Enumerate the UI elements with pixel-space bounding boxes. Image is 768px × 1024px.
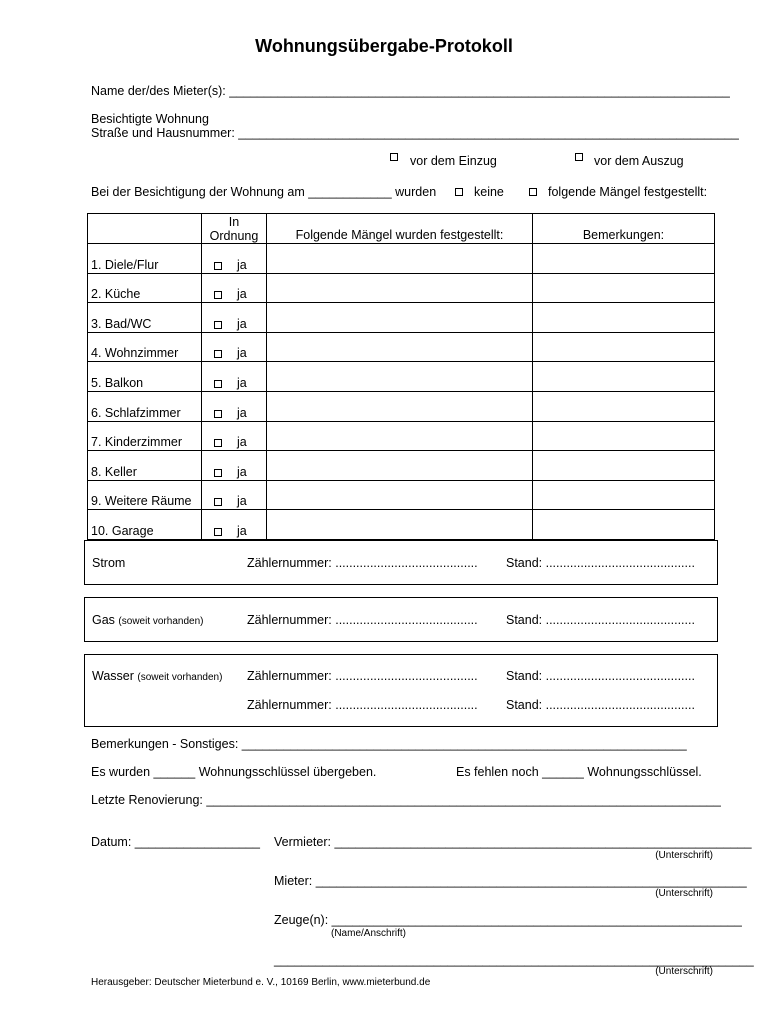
table-row — [88, 273, 715, 303]
table-row — [88, 303, 715, 333]
water-meter-number-2[interactable]: Zählernummer: ......................................... — [247, 698, 478, 712]
gas-label-group — [92, 613, 203, 627]
room-defects-cell[interactable] — [267, 480, 533, 510]
header-defects: Folgende Mängel wurden festgestellt: — [267, 214, 533, 244]
room-name: 10. Garage — [88, 510, 202, 540]
room-ok-cell — [202, 391, 267, 421]
room-ok-checkbox[interactable] — [214, 380, 222, 388]
table-row — [88, 391, 715, 421]
room-name: 7. Kinderzimmer — [88, 421, 202, 451]
room-ok-checkbox[interactable] — [214, 262, 222, 270]
remarks-field[interactable] — [91, 737, 687, 751]
room-remarks-cell[interactable] — [533, 273, 715, 303]
witness-name-caption: (Name/Anschrift) — [331, 928, 407, 939]
room-defects-cell[interactable] — [267, 510, 533, 540]
gas-meter-box — [84, 597, 718, 642]
room-defects-cell[interactable] — [267, 362, 533, 392]
room-ok-label: ja — [237, 464, 247, 479]
room-ok-cell — [202, 510, 267, 540]
room-ok-checkbox[interactable] — [214, 321, 222, 329]
flat-label: Besichtigte Wohnung — [91, 112, 209, 126]
electricity-meter-box — [84, 540, 718, 585]
move-out-checkbox[interactable] — [575, 153, 583, 161]
remarks-label: Bemerkungen - Sonstiges: — [91, 737, 242, 751]
room-ok-cell — [202, 332, 267, 362]
landlord-field[interactable] — [274, 835, 752, 849]
room-ok-label: ja — [237, 523, 247, 538]
water-label: Wasser — [92, 669, 134, 683]
room-ok-label: ja — [237, 405, 247, 420]
room-ok-cell — [202, 244, 267, 274]
room-defects-cell[interactable] — [267, 303, 533, 333]
header-remarks: Bemerkungen: — [533, 214, 715, 244]
table-row — [88, 480, 715, 510]
witness-signature-line[interactable]: _____________________________________________________________________ — [274, 953, 754, 967]
room-remarks-cell[interactable] — [533, 332, 715, 362]
room-defects-cell[interactable] — [267, 332, 533, 362]
room-remarks-cell[interactable] — [533, 362, 715, 392]
room-remarks-cell[interactable] — [533, 303, 715, 333]
gas-note: (soweit vorhanden) — [118, 616, 204, 627]
electricity-meter-number[interactable]: Zählernummer: ......................................... — [247, 556, 478, 570]
room-ok-cell — [202, 480, 267, 510]
street-field[interactable] — [91, 126, 739, 140]
room-remarks-cell[interactable] — [533, 451, 715, 481]
landlord-line: ____________________________________________________________ — [334, 835, 752, 849]
room-ok-label: ja — [237, 316, 247, 331]
room-name: 8. Keller — [88, 451, 202, 481]
room-defects-cell[interactable] — [267, 273, 533, 303]
room-inspection-table — [87, 213, 715, 540]
room-name: 9. Weitere Räume — [88, 480, 202, 510]
landlord-label: Vermieter: — [274, 835, 335, 849]
defects-found-label: folgende Mängel festgestellt: — [548, 185, 708, 199]
water-reading-1[interactable]: Stand: ........................................... — [506, 669, 695, 683]
tenant-line: ______________________________________________________________ — [315, 874, 747, 888]
room-ok-label: ja — [237, 346, 247, 361]
room-ok-cell — [202, 273, 267, 303]
room-ok-label: ja — [237, 435, 247, 450]
water-label-group — [92, 669, 222, 683]
room-ok-checkbox[interactable] — [214, 528, 222, 536]
room-name: 2. Küche — [88, 273, 202, 303]
room-remarks-cell[interactable] — [533, 391, 715, 421]
room-remarks-cell[interactable] — [533, 510, 715, 540]
room-ok-label: ja — [237, 375, 247, 390]
remarks-line: ________________________________________________________________ — [241, 737, 687, 751]
table-row — [88, 451, 715, 481]
room-ok-checkbox[interactable] — [214, 350, 222, 358]
witness-signature-caption: (Unterschrift) — [655, 966, 713, 977]
inspection-sentence: Bei der Besichtigung der Wohnung am ____________ wurden — [91, 185, 437, 199]
header-ok: In Ordnung — [202, 214, 267, 244]
move-out-label: vor dem Auszug — [594, 154, 684, 168]
gas-reading[interactable]: Stand: ........................................... — [506, 613, 695, 627]
landlord-signature-caption: (Unterschrift) — [655, 850, 713, 861]
tenant-signature-caption: (Unterschrift) — [655, 888, 713, 899]
electricity-label: Strom — [92, 556, 126, 570]
room-ok-cell — [202, 303, 267, 333]
witness-field[interactable] — [274, 913, 742, 927]
room-defects-cell[interactable] — [267, 421, 533, 451]
gas-meter-number[interactable]: Zählernummer: ......................................... — [247, 613, 478, 627]
room-name: 4. Wohnzimmer — [88, 332, 202, 362]
street-line: ________________________________________________________________________ — [238, 126, 739, 140]
table-row — [88, 510, 715, 540]
room-ok-cell — [202, 421, 267, 451]
water-note: (soweit vorhanden) — [137, 672, 223, 683]
gas-label: Gas — [92, 613, 115, 627]
tenant-name-field[interactable] — [91, 84, 730, 98]
table-row — [88, 244, 715, 274]
keys-handed-field[interactable]: Es wurden ______ Wohnungsschlüssel übergeben. — [91, 765, 377, 779]
room-ok-checkbox[interactable] — [214, 498, 222, 506]
publisher-footer: Herausgeber: Deutscher Mieterbund e. V., 10169 Berlin, www.mieterbund.de — [91, 977, 431, 988]
renovation-line: __________________________________________________________________________ — [206, 793, 721, 807]
room-remarks-cell[interactable] — [533, 480, 715, 510]
room-ok-label: ja — [237, 287, 247, 302]
water-meter-number-1[interactable]: Zählernummer: ......................................... — [247, 669, 478, 683]
room-ok-label: ja — [237, 494, 247, 509]
room-ok-label: ja — [237, 257, 247, 272]
header-room — [88, 214, 202, 244]
water-reading-2[interactable]: Stand: ........................................... — [506, 698, 695, 712]
table-row — [88, 332, 715, 362]
room-defects-cell[interactable] — [267, 244, 533, 274]
room-name: 3. Bad/WC — [88, 303, 202, 333]
tenant-name-line: ________________________________________________________________________ — [229, 84, 730, 98]
tenant-signature-field[interactable] — [274, 874, 747, 888]
room-ok-cell — [202, 451, 267, 481]
room-name: 6. Schlafzimmer — [88, 391, 202, 421]
witness-line: ___________________________________________________________ — [331, 913, 742, 927]
renovation-label: Letzte Renovierung: — [91, 793, 207, 807]
witness-label: Zeuge(n): — [274, 913, 332, 927]
keys-missing-field[interactable]: Es fehlen noch ______ Wohnungsschlüssel. — [456, 765, 702, 779]
electricity-reading[interactable]: Stand: ........................................... — [506, 556, 695, 570]
defects-found-checkbox[interactable] — [529, 188, 537, 196]
water-meter-box — [84, 654, 718, 727]
move-in-checkbox[interactable] — [390, 153, 398, 161]
table-row — [88, 362, 715, 392]
renovation-field[interactable] — [91, 793, 721, 807]
room-remarks-cell[interactable] — [533, 421, 715, 451]
room-defects-cell[interactable] — [267, 391, 533, 421]
room-name: 1. Diele/Flur — [88, 244, 202, 274]
no-defects-label: keine — [474, 185, 504, 199]
move-in-label: vor dem Einzug — [410, 154, 497, 168]
tenant-label: Mieter: — [274, 874, 316, 888]
page-title: Wohnungsübergabe-Protokoll — [255, 36, 513, 56]
table-row — [88, 421, 715, 451]
table-header-row — [88, 214, 715, 244]
room-ok-checkbox[interactable] — [214, 410, 222, 418]
room-remarks-cell[interactable] — [533, 244, 715, 274]
room-ok-cell — [202, 362, 267, 392]
room-ok-checkbox[interactable] — [214, 469, 222, 477]
date-field[interactable]: Datum: __________________ — [91, 835, 260, 849]
tenant-name-label: Name der/des Mieter(s): — [91, 84, 230, 98]
street-label: Straße und Hausnummer: — [91, 126, 239, 140]
room-ok-checkbox[interactable] — [214, 439, 222, 447]
no-defects-checkbox[interactable] — [455, 188, 463, 196]
room-ok-checkbox[interactable] — [214, 291, 222, 299]
room-name: 5. Balkon — [88, 362, 202, 392]
room-defects-cell[interactable] — [267, 451, 533, 481]
